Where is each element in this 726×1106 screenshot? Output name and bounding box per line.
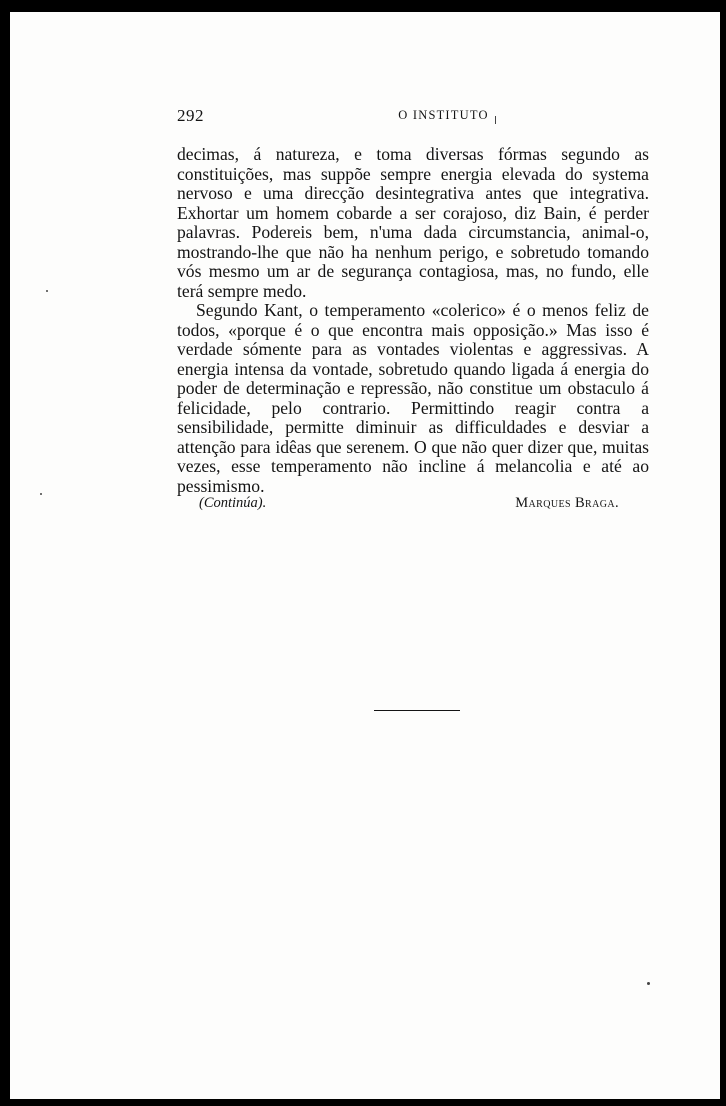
journal-title: O INSTITUTO	[398, 108, 489, 122]
paragraph: decimas, á natureza, e toma diversas fórmas segundo as constituições, mas suppõe sempre energia elevada do systema nervoso e uma direcção desintegrativa antes que integrativa. Exhortar um homem cobarde a ser corajoso, diz Bain, é perder palavras. Podereis bem, n'uma dada circumstancia, animal-o, mostrando-lhe que não ha nenhum perigo, e sobretudo tomando vós mesmo um ar de segurança contagiosa, mas, no fundo, elle terá sempre medo.	[177, 144, 649, 301]
author-signature: Marques Braga.	[515, 495, 619, 511]
print-speck	[46, 290, 48, 292]
print-speck	[647, 982, 650, 985]
page-number: 292	[177, 106, 204, 125]
print-speck	[40, 493, 42, 495]
signature-line	[199, 495, 619, 515]
continuation-note: (Continúa).	[199, 495, 267, 511]
end-rule	[374, 710, 460, 711]
print-speck	[495, 116, 496, 124]
paragraph: Segundo Kant, o temperamento «colerico» é o menos feliz de todos, «porque é o que encontra mais opposição.» Mas isso é verdade sómente para as vontades violentas e aggressivas. A energia intensa da vontade, sobretudo quando ligada á energia do poder de determinação e repressão, não constitue um obstaculo á felicidade, pelo contrario. Permittindo reagir contra a sensibilidade, permitte diminuir as difficuldades e desviar a attenção para idêas que serenem. O que não quer dizer que, muitas vezes, esse temperamento não incline á melancolia e até ao pessimismo.	[177, 300, 649, 496]
running-head	[177, 106, 646, 126]
article-body	[177, 145, 649, 496]
